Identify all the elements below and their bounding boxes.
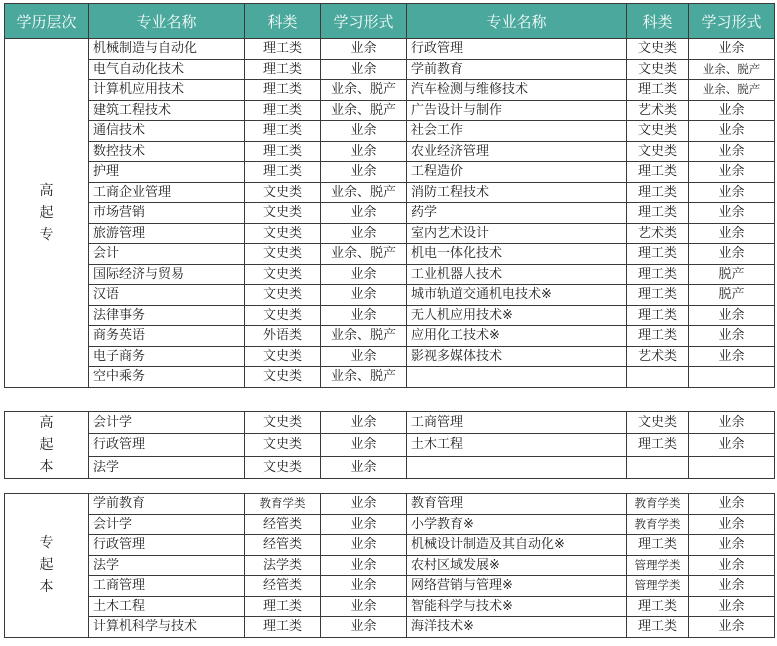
study-mode-cell: 业余 [689,535,775,556]
category-cell: 文史类 [627,141,689,162]
table-row [5,434,775,456]
major-name-cell: 机械制造与自动化 [89,39,245,60]
study-mode-cell: 业余 [689,555,775,576]
table-row [5,162,775,183]
study-mode-cell: 业余 [689,494,775,515]
study-mode-cell: 业余 [689,100,775,121]
major-name-cell: 工业机器人技术 [407,264,627,285]
category-cell: 文史类 [245,456,321,478]
header-category-left: 科类 [245,4,321,39]
study-mode-cell: 业余 [689,596,775,617]
table-row [5,141,775,162]
study-mode-cell: 业余、脱产 [689,59,775,80]
header-row [5,4,775,39]
major-name-cell: 机械设计制造及其自动化※ [407,535,627,556]
category-cell [627,456,689,478]
category-cell: 文史类 [245,305,321,326]
major-name-cell: 农村区域发展※ [407,555,627,576]
header-level: 学历层次 [5,4,89,39]
category-cell: 教育学类 [245,494,321,515]
category-cell: 理工类 [627,182,689,203]
major-name-cell: 工商管理 [407,412,627,434]
major-name-cell: 城市轨道交通机电技术※ [407,285,627,306]
major-name-cell [407,367,627,388]
category-cell: 艺术类 [627,223,689,244]
category-cell: 文史类 [245,367,321,388]
table-row [5,305,775,326]
major-name-cell: 市场营销 [89,203,245,224]
study-mode-cell: 业余 [689,182,775,203]
study-mode-cell: 业余 [689,223,775,244]
major-name-cell: 商务英语 [89,326,245,347]
study-mode-cell: 业余 [321,576,407,597]
major-name-cell: 电子商务 [89,346,245,367]
category-cell: 理工类 [627,80,689,101]
category-cell: 理工类 [245,59,321,80]
major-name-cell: 法学 [89,555,245,576]
major-name-cell: 护理 [89,162,245,183]
category-cell: 管理学类 [627,576,689,597]
table-row [5,80,775,101]
category-cell: 理工类 [627,617,689,638]
study-mode-cell: 业余、脱产 [321,100,407,121]
table-row [5,535,775,556]
study-mode-cell: 业余 [689,141,775,162]
table-row [5,285,775,306]
major-name-cell: 汽车检测与维修技术 [407,80,627,101]
major-name-cell: 网络营销与管理※ [407,576,627,597]
major-name-cell: 数控技术 [89,141,245,162]
table-row [5,617,775,638]
category-cell: 文史类 [245,412,321,434]
category-cell: 理工类 [245,141,321,162]
table-row [5,326,775,347]
major-name-cell: 电气自动化技术 [89,59,245,80]
study-mode-cell: 业余 [689,412,775,434]
header-mode-left: 学习形式 [321,4,407,39]
study-mode-cell: 脱产 [689,285,775,306]
major-name-cell: 工程造价 [407,162,627,183]
study-mode-cell: 业余 [321,535,407,556]
table-row [5,576,775,597]
major-name-cell: 法律事务 [89,305,245,326]
study-mode-cell: 业余 [321,434,407,456]
major-name-cell: 行政管理 [89,434,245,456]
category-cell: 理工类 [245,100,321,121]
table-zhuanqiben [4,493,775,638]
study-mode-cell: 业余 [689,121,775,142]
major-name-cell: 无人机应用技术※ [407,305,627,326]
major-name-cell: 空中乘务 [89,367,245,388]
category-cell: 理工类 [627,596,689,617]
table-row [5,39,775,60]
category-cell: 理工类 [245,162,321,183]
study-mode-cell: 业余、脱产 [321,182,407,203]
study-mode-cell: 业余 [689,346,775,367]
study-mode-cell: 业余 [321,223,407,244]
study-mode-cell: 业余 [321,264,407,285]
category-cell: 理工类 [245,80,321,101]
study-mode-cell: 脱产 [689,264,775,285]
header-category-right: 科类 [627,4,689,39]
major-name-cell: 学前教育 [407,59,627,80]
table-row [5,346,775,367]
study-mode-cell: 业余 [689,326,775,347]
study-mode-cell: 业余、脱产 [321,326,407,347]
category-cell: 理工类 [627,244,689,265]
education-level-cell: 专 起 本 [5,494,89,638]
study-mode-cell: 业余 [689,305,775,326]
study-mode-cell: 业余 [689,617,775,638]
category-cell: 经管类 [245,535,321,556]
header-mode-right: 学习形式 [689,4,775,39]
category-cell: 教育学类 [627,514,689,535]
category-cell: 经管类 [245,514,321,535]
category-cell: 经管类 [245,576,321,597]
major-name-cell: 会计学 [89,412,245,434]
study-mode-cell: 业余 [321,121,407,142]
table-row [5,456,775,478]
study-mode-cell: 业余 [321,514,407,535]
study-mode-cell: 业余 [321,162,407,183]
major-name-cell: 建筑工程技术 [89,100,245,121]
category-cell [627,367,689,388]
category-cell: 艺术类 [627,100,689,121]
study-mode-cell: 业余 [321,305,407,326]
major-name-cell: 教育管理 [407,494,627,515]
study-mode-cell: 业余 [321,346,407,367]
category-cell: 理工类 [627,326,689,347]
study-mode-cell: 业余 [321,617,407,638]
header-major-right: 专业名称 [407,4,627,39]
category-cell: 理工类 [627,434,689,456]
major-name-cell: 海洋技术※ [407,617,627,638]
major-name-cell: 旅游管理 [89,223,245,244]
table-row [5,59,775,80]
table-row [5,514,775,535]
study-mode-cell: 业余、脱产 [321,367,407,388]
table-row [5,596,775,617]
table-row [5,182,775,203]
major-name-cell [407,456,627,478]
major-name-cell: 工商企业管理 [89,182,245,203]
study-mode-cell: 业余 [689,576,775,597]
category-cell: 理工类 [627,162,689,183]
study-mode-cell: 业余 [689,162,775,183]
category-cell: 理工类 [627,203,689,224]
category-cell: 法学类 [245,555,321,576]
category-cell: 艺术类 [627,346,689,367]
study-mode-cell: 业余 [321,555,407,576]
table-row [5,264,775,285]
category-cell: 文史类 [245,182,321,203]
major-name-cell: 土木工程 [89,596,245,617]
table-row [5,223,775,244]
major-name-cell: 汉语 [89,285,245,306]
major-name-cell: 药学 [407,203,627,224]
category-cell: 理工类 [245,121,321,142]
table-row [5,412,775,434]
study-mode-cell: 业余 [689,39,775,60]
category-cell: 文史类 [245,285,321,306]
category-cell: 理工类 [245,617,321,638]
major-name-cell: 机电一体化技术 [407,244,627,265]
major-name-cell: 国际经济与贸易 [89,264,245,285]
category-cell: 外语类 [245,326,321,347]
category-cell: 教育学类 [627,494,689,515]
category-cell: 文史类 [627,121,689,142]
major-name-cell: 土木工程 [407,434,627,456]
major-name-cell: 广告设计与制作 [407,100,627,121]
category-cell: 理工类 [245,596,321,617]
table-row [5,121,775,142]
study-mode-cell [689,456,775,478]
table-row [5,555,775,576]
major-name-cell: 学前教育 [89,494,245,515]
table-row [5,203,775,224]
major-name-cell: 法学 [89,456,245,478]
major-name-cell: 行政管理 [407,39,627,60]
major-name-cell: 通信技术 [89,121,245,142]
major-name-cell: 农业经济管理 [407,141,627,162]
major-name-cell: 影视多媒体技术 [407,346,627,367]
major-name-cell: 计算机应用技术 [89,80,245,101]
category-cell: 理工类 [627,264,689,285]
category-cell: 文史类 [245,346,321,367]
major-name-cell: 会计学 [89,514,245,535]
study-mode-cell: 业余、脱产 [321,80,407,101]
study-mode-cell: 业余 [321,412,407,434]
table-gaoqiben [4,411,775,479]
study-mode-cell: 业余 [321,203,407,224]
category-cell: 文史类 [245,223,321,244]
study-mode-cell: 业余 [689,203,775,224]
table-row [5,367,775,388]
table-gaoqizhuan [4,3,775,388]
education-level-cell: 高 起 本 [5,412,89,479]
category-cell: 文史类 [627,59,689,80]
category-cell: 文史类 [245,434,321,456]
education-level-cell: 高 起 专 [5,39,89,388]
study-mode-cell: 业余 [321,39,407,60]
table-row [5,244,775,265]
study-mode-cell: 业余、脱产 [689,80,775,101]
study-mode-cell: 业余 [321,285,407,306]
major-name-cell: 应用化工技术※ [407,326,627,347]
study-mode-cell: 业余、脱产 [321,244,407,265]
category-cell: 文史类 [245,264,321,285]
study-mode-cell: 业余 [689,434,775,456]
category-cell: 文史类 [245,203,321,224]
major-name-cell: 计算机科学与技术 [89,617,245,638]
category-cell: 管理学类 [627,555,689,576]
study-mode-cell: 业余 [321,59,407,80]
category-cell: 文史类 [627,412,689,434]
category-cell: 理工类 [245,39,321,60]
major-name-cell: 消防工程技术 [407,182,627,203]
category-cell: 理工类 [627,285,689,306]
study-mode-cell: 业余 [321,141,407,162]
category-cell: 文史类 [627,39,689,60]
major-name-cell: 工商管理 [89,576,245,597]
table-row [5,100,775,121]
major-name-cell: 小学教育※ [407,514,627,535]
category-cell: 理工类 [627,535,689,556]
table-row [5,494,775,515]
study-mode-cell: 业余 [321,596,407,617]
study-mode-cell: 业余 [689,514,775,535]
category-cell: 理工类 [627,305,689,326]
study-mode-cell: 业余 [689,244,775,265]
major-name-cell: 室内艺术设计 [407,223,627,244]
major-name-cell: 会计 [89,244,245,265]
major-name-cell: 社会工作 [407,121,627,142]
study-mode-cell [689,367,775,388]
study-mode-cell: 业余 [321,494,407,515]
header-major-left: 专业名称 [89,4,245,39]
category-cell: 文史类 [245,244,321,265]
study-mode-cell: 业余 [321,456,407,478]
major-name-cell: 智能科学与技术※ [407,596,627,617]
major-name-cell: 行政管理 [89,535,245,556]
